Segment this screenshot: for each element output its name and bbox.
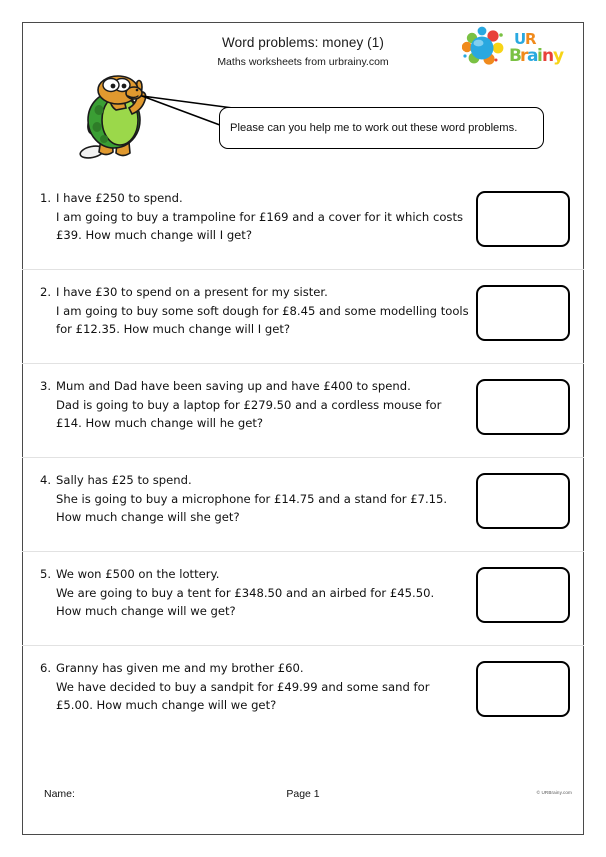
question-line: How much change will she get? (56, 510, 240, 524)
colorful-globe-splat-icon (462, 27, 503, 65)
question-text-4 (40, 471, 470, 527)
question-text-6 (40, 659, 470, 715)
svg-text:r: r (520, 46, 529, 66)
svg-text:R: R (525, 30, 537, 48)
question-row-2 (22, 270, 584, 364)
page-subtitle: Maths worksheets from urbrainy.com (217, 56, 389, 68)
copyright-notice: © URBrainy.com (536, 790, 572, 795)
question-line: Sally has £25 to spend. (56, 473, 192, 487)
answer-box-3[interactable] (476, 379, 570, 435)
question-line: I am going to buy some soft dough for £8.45 and some modelling tools (56, 303, 469, 318)
question-line: How much change will we get? (56, 604, 236, 618)
question-line: She is going to buy a microphone for £14.75 and a stand for £7.15. (56, 491, 448, 506)
question-number-6: 6. (40, 661, 52, 675)
footer (22, 782, 584, 810)
question-line: Mum and Dad have been saving up and have £400 to spend. (56, 379, 411, 393)
svg-text:a: a (527, 46, 539, 66)
question-line: We won £500 on the lottery. (56, 567, 220, 581)
question-text-2 (40, 283, 470, 339)
question-row-5 (22, 552, 584, 646)
answer-box-1[interactable] (476, 191, 570, 247)
question-row-3 (22, 364, 584, 458)
question-text-3 (40, 377, 470, 433)
question-line: for £12.35. How much change will I get? (56, 322, 291, 336)
svg-text:y: y (553, 46, 565, 66)
answer-box-6[interactable] (476, 661, 570, 717)
question-line: Dad is going to buy a laptop for £279.50 and a cordless mouse for (56, 397, 442, 412)
speech-bubble-text: Please can you help me to work out these word problems. (230, 122, 518, 134)
question-line: £14. How much change will he get? (56, 416, 264, 430)
question-line: £5.00. How much change will we get? (56, 698, 277, 712)
question-text-1 (40, 189, 470, 245)
name-label: Name: (44, 788, 75, 800)
question-number-2: 2. (40, 285, 52, 299)
question-row-4 (22, 458, 584, 552)
question-line: Granny has given me and my brother £60. (56, 661, 304, 675)
svg-text:n: n (542, 46, 555, 66)
question-line: We are going to buy a tent for £348.50 and an airbed for £45.50. (56, 585, 435, 600)
question-row-1 (22, 176, 584, 270)
question-line: I have £30 to spend on a present for my sister. (56, 285, 328, 299)
question-line: £39. How much change will I get? (56, 228, 253, 242)
svg-text:U: U (514, 30, 527, 48)
question-line: I have £250 to spend. (56, 191, 183, 205)
answer-box-5[interactable] (476, 567, 570, 623)
svg-text:B: B (509, 46, 522, 66)
answer-box-2[interactable] (476, 285, 570, 341)
speech-bubble (219, 107, 544, 149)
question-number-4: 4. (40, 473, 52, 487)
urbrainy-logo (462, 26, 574, 72)
question-number-5: 5. (40, 567, 52, 581)
question-row-6 (22, 646, 584, 740)
question-line: We have decided to buy a sandpit for £49.99 and some sand for (56, 679, 430, 694)
question-number-1: 1. (40, 191, 52, 205)
question-number-3: 3. (40, 379, 52, 393)
question-line: I am going to buy a trampoline for £169 and a cover for it which costs (56, 209, 464, 224)
answer-box-4[interactable] (476, 473, 570, 529)
svg-text:i: i (537, 46, 543, 66)
questions-list (22, 176, 584, 740)
question-text-5 (40, 565, 470, 621)
page-number: Page 1 (286, 788, 320, 800)
page-title: Word problems: money (1) (222, 35, 384, 50)
